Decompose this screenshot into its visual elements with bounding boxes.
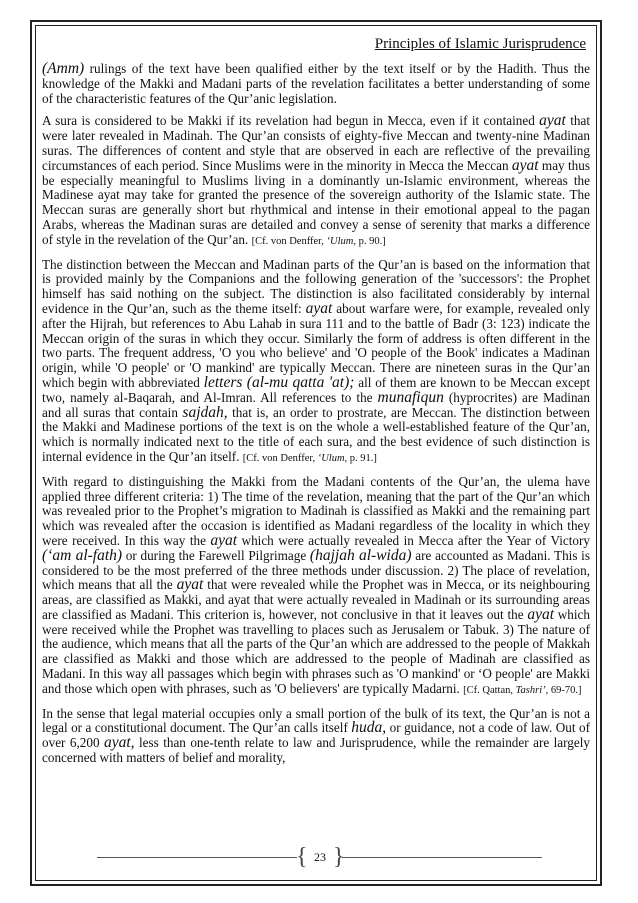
- citation: [Cf. von Denffer, ‘Ulum, p. 90.]: [251, 235, 386, 247]
- citation: [Cf. von Denffer, ‘Ulum, p. 91.]: [242, 452, 377, 464]
- right-bracket-ornament: }: [333, 844, 345, 870]
- paragraph-1: (Amm) rulings of the text have been qualified either by the text itself or by the Hadith. Thus the knowledge of the Makki and Madani parts of the revelation facilitates a better understanding of some of the characteristic features of the Qur’anic legislation.: [42, 60, 590, 106]
- paragraph-2: A sura is considered to be Makki if its revelation had begun in Mecca, even if it contained ayat that were later revealed in Madinah. The Qur’an consists of eighty-five Meccan and twenty-nine Madinan suras. The differences of content and style that are observed in each are reflective of the prevailing circumstances of each period. Since Muslims were in the minority in Mecca the Meccan ayat may thus be especially meaningful to Muslims living in a dominantly un-Islamic environment, whereas the Madinese ayat may take for granted the presence of the sovereign authority of the Islamic state. The Meccan suras are generally short but rhythmical and intense in their emotional appeal to the pagan Arabs, whereas the Madinan suras are detailed and convey a sense of serenity that marks a difference of style in the revelation of the Qur’an. [Cf. von Denffer, ‘Ulum, p. 90.]: [42, 112, 591, 247]
- footer-rule-left: [97, 857, 297, 858]
- left-bracket-ornament: {: [296, 844, 308, 870]
- paragraph-3: The distinction between the Meccan and Madinan parts of the Qur’an is based on the information that is provided mainly by the Companions and the following generation of the 'successors': the Prophet himself has said nothing on the subject. The distinction is also facilitated considerably by internal evidence in the Qur’an, such as the theme itself: ayat about warfare were, for example, revealed only after the Hijrah, but references to Abu Lahab in sura 111 and to the battle of Badr (3: 123) indicate the Meccan origin of the suras in which they occur. Similarly the form of address is often different in the two parts. The frequent address, 'O you who believe' and 'O people of the Book' indicates a Madinan origin, while 'O people' or 'O mankind' are typically Meccan. There are nineteen suras in the Qur’an which begin with abbreviated letters (al-mu qatta 'at); all of them are known to be Meccan except two, namely al-Baqarah, and Al-Imran. All references to the munafiqun (hyprocrites) are Madinan and all suras that contain sajdah, that is, an order to prostrate, are Meccan. The distinction between the Makki and Madinese portions of the text is on the whole a well-established feature of the Qur’an, which is normally indicated next to the title of each sura, and the best evidence of such distinction is internal evidence in the Qur’an itself. [Cf. von Denffer, ‘Ulum, p. 91.]: [42, 256, 590, 464]
- page-number: 23: [314, 849, 326, 864]
- body-text: [42, 62, 590, 774]
- running-header: Principles of Islamic Jurisprudence: [374, 36, 586, 52]
- footer-rule-right: [342, 857, 542, 858]
- paragraph-4: With regard to distinguishing the Makki from the Madani contents of the Qur’an, the ulema have applied three different criteria: 1) The time of the revelation, meaning that the part of the Qur’an which was revealed prior to the Prophet’s migration to Madinah is classified as Makki and the remaining part which was revealed after the occasion is identified as Madani regardless of the locality in which they were received. In this way the ayat which were actually revealed in Mecca after the Year of Victory (‘am al-fath) or during the Farewell Pilgrimage (hajjah al-wida) are accounted as Madani. This is considered to be the most preferred of the three methods under discussion. 2) The place of revelation, which means that all the ayat that were revealed while the Prophet was in Mecca, or its neighbouring areas, are classified as Makki, and ayat that were actually revealed in Madinah or its surrounding areas are classified as Madani. This criterion is, however, not conclusive in that it leaves out the ayat which were received while the Prophet was travelling to places such as Jerusalem or Tabuk. 3) The nature of the audience, which means that all the parts of the Qur’an which are addressed to the people of Makkah are classified as Makki and those which are addressed to the people of Madinah are classified as Madani. In this way all passages which begin with phrases such as 'O mankind' or ‘O people' are Makki and those which open with phrases, such as 'O believers' are typically Madarni. [Cf. Qattan, Tashri’, 69-70.]: [42, 473, 591, 696]
- term-amm: (Amm): [42, 60, 85, 77]
- citation: [Cf. Qattan, Tashri’, 69-70.]: [463, 684, 582, 696]
- paragraph-5: In the sense that legal material occupies only a small portion of the bulk of its text, the Qur’an is not a legal or a constitutional document. The Qur’an calls itself huda, or guidance, not a code of law. Out of over 6,200 ayat, less than one-tenth relate to law and Jurisprudence, while the remainder are largely concerned with matters of belief and morality,: [42, 705, 590, 766]
